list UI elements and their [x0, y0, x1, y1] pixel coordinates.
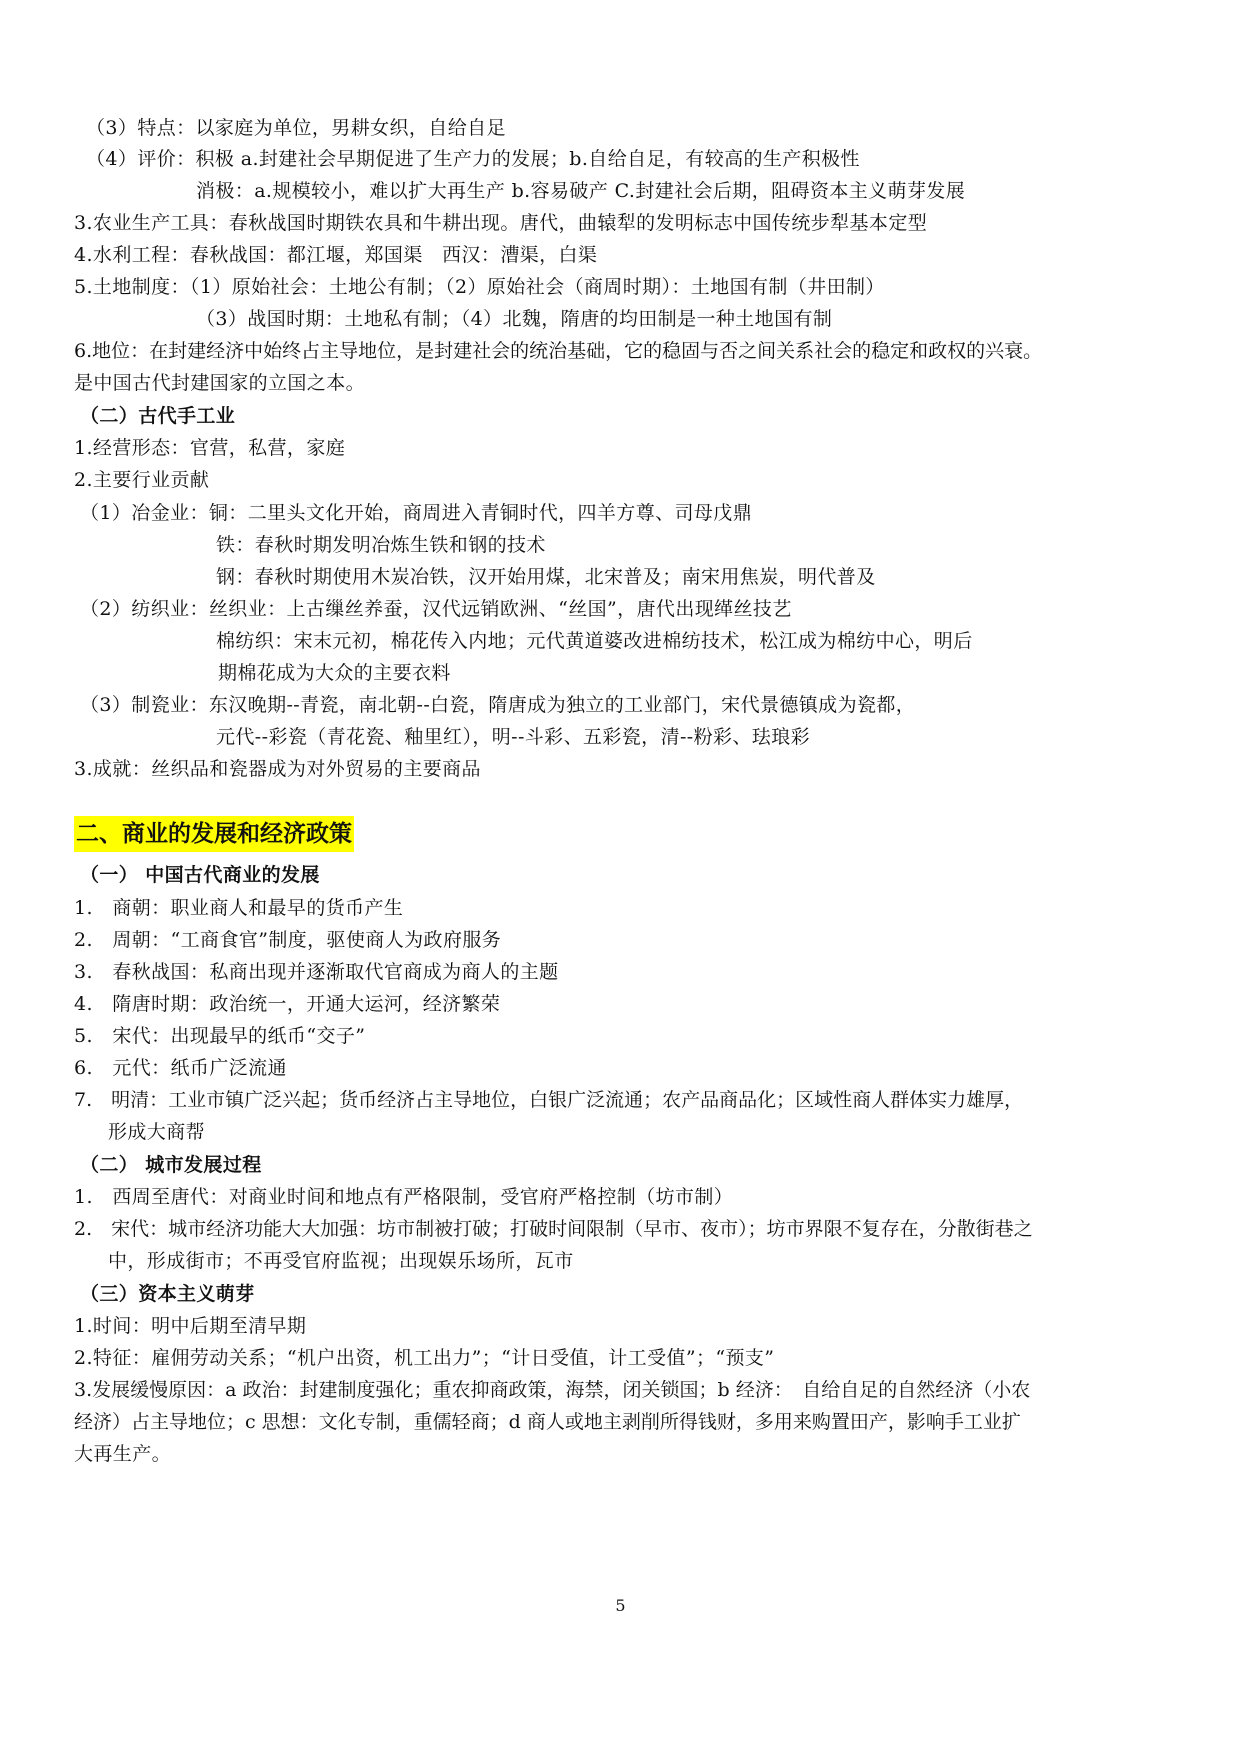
text-line: 3.发展缓慢原因：a 政治：封建制度强化；重农抑商政策，海禁，闭关锁国；b 经济： 自给自足的自然经济（小农	[74, 1379, 1031, 1401]
list-item: 3. 春秋战国：私商出现并逐渐取代官商成为商人的主题	[74, 961, 559, 983]
section-heading: （一） 中国古代商业的发展	[80, 864, 320, 886]
list-item: 6. 元代：纸币广泛流通	[74, 1057, 287, 1079]
section-heading: （二）古代手工业	[80, 405, 236, 427]
list-item: 1. 西周至唐代：对商业时间和地点有严格限制，受官府严格控制（坊市制）	[74, 1186, 734, 1208]
text-line: 2.特征：雇佣劳动关系；“机户出资，机工出力”；“计日受值，计工受值”；“预支”	[74, 1347, 775, 1369]
list-item: 4. 隋唐时期：政治统一，开通大运河，经济繁荣	[74, 993, 501, 1015]
text-line: 3.农业生产工具：春秋战国时期铁农具和牛耕出现。唐代，曲辕犁的发明标志中国传统步犁基本定型	[74, 212, 928, 234]
text-line: 铁：春秋时期发明冶炼生铁和钢的技术	[216, 534, 546, 556]
text-line: （3）特点：以家庭为单位，男耕女织，自给自足	[86, 117, 506, 139]
list-item: 5. 宋代：出现最早的纸币“交子”	[74, 1025, 366, 1047]
text-line: 1.经营形态：官营，私营，家庭	[74, 437, 346, 459]
text-line: （1）冶金业：铜：二里头文化开始，商周进入青铜时代，四羊方尊、司母戊鼎	[80, 502, 753, 524]
list-item: 2. 周朝：“工商食官”制度，驱使商人为政府服务	[74, 929, 502, 951]
text-line: 5.土地制度：（1）原始社会：土地公有制；（2）原始社会（商周时期）：土地国有制（井田制）	[74, 276, 885, 298]
list-item: 7. 明清：工业市镇广泛兴起；货币经济占主导地位，白银广泛流通；农产品商品化；区域性商人群体实力雄厚，	[74, 1089, 1024, 1111]
text-line: 钢：春秋时期使用木炭冶铁，汉开始用煤，北宋普及；南宋用焦炭，明代普及	[216, 566, 876, 588]
text-line: 是中国古代封建国家的立国之本。	[74, 372, 366, 394]
list-item: 1. 商朝：职业商人和最早的货币产生	[74, 897, 404, 919]
text-line: 6.地位：在封建经济中始终占主导地位，是封建社会的统治基础，它的稳固与否之间关系社会的稳定和政权的兴衰。	[74, 340, 1043, 362]
text-line: （4）评价：积极 a.封建社会早期促进了生产力的发展；b.自给自足，有较高的生产积极性	[86, 148, 860, 170]
chapter-heading-highlighted: 二、商业的发展和经济政策	[74, 816, 354, 852]
list-item-continued: 形成大商帮	[108, 1121, 206, 1143]
text-line: 2.主要行业贡献	[74, 469, 210, 491]
text-line: 大再生产。	[74, 1443, 172, 1465]
text-line: （2）纺织业：丝织业：上古缫丝养蚕，汉代远销欧洲、“丝国”，唐代出现缂丝技艺	[80, 598, 792, 620]
text-line: （3）战国时期：土地私有制；（4）北魏，隋唐的均田制是一种土地国有制	[196, 308, 833, 330]
section-heading: （二） 城市发展过程	[80, 1154, 262, 1176]
text-line: 元代--彩瓷（青花瓷、釉里红），明--斗彩、五彩瓷，清--粉彩、珐琅彩	[216, 726, 811, 748]
text-line: （3）制瓷业：东汉晚期--青瓷，南北朝--白瓷，隋唐成为独立的工业部门，宋代景德镇成为瓷都，	[80, 694, 916, 716]
text-line: 3.成就：丝织品和瓷器成为对外贸易的主要商品	[74, 758, 481, 780]
text-line: 棉纺织：宋末元初，棉花传入内地；元代黄道婆改进棉纺技术，松江成为棉纺中心，明后	[216, 630, 973, 652]
text-line: 期棉花成为大众的主要衣料	[218, 662, 451, 684]
text-line: 4.水利工程：春秋战国：都江堰，郑国渠 西汉：漕渠，白渠	[74, 244, 598, 266]
text-line: 1.时间：明中后期至清早期	[74, 1315, 307, 1337]
text-line: 经济）占主导地位；c 思想：文化专制，重儒轻商；d 商人或地主剥削所得钱财，多用来购置田产，影响手工业扩	[74, 1411, 1021, 1433]
list-item: 2. 宋代：城市经济功能大大加强：坊市制被打破；打破时间限制（早市、夜市）；坊市界限不复存在，分散街巷之	[74, 1218, 1033, 1240]
text-line: 消极：a.规模较小，难以扩大再生产 b.容易破产 C.封建社会后期，阻碍资本主义萌芽发展	[196, 180, 966, 202]
page-number: 5	[615, 1596, 626, 1615]
section-heading: （三）资本主义萌芽	[80, 1283, 255, 1305]
list-item-continued: 中，形成街市；不再受官府监视；出现娱乐场所，瓦市	[108, 1250, 574, 1272]
